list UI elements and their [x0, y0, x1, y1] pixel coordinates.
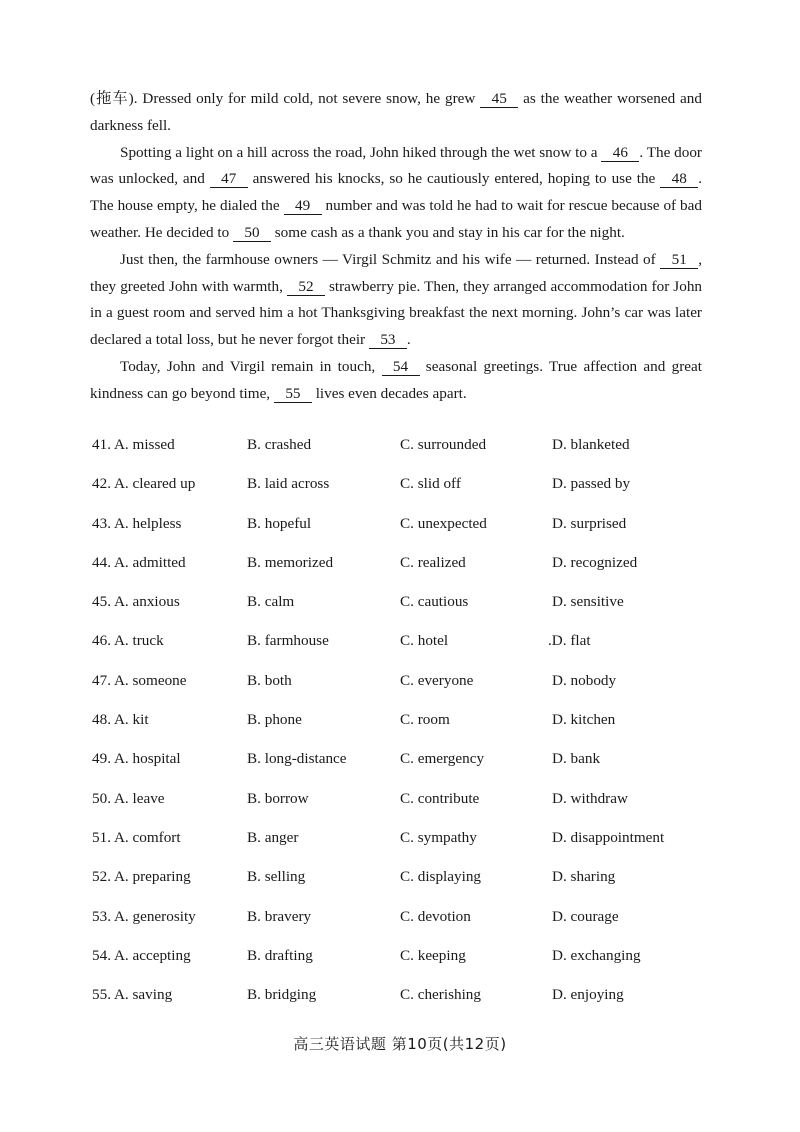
question-row-47 — [92, 672, 712, 711]
option-a: 42. A. cleared up — [92, 475, 196, 493]
passage-text: , they greeted John with warmth, — [90, 250, 702, 295]
question-row-49 — [92, 750, 712, 789]
blank-54: 54 — [382, 358, 420, 376]
passage-text: Just then, the farmhouse owners — Virgil Schmitz and his wife — returned. Instead of — [120, 250, 661, 268]
passage-text: some cash as a thank you and stay in his car for the night. — [270, 223, 625, 241]
question-row-45 — [92, 593, 712, 632]
blank-47: 47 — [210, 170, 248, 188]
passage-text: strawberry pie. Then, they arranged accommodation for John in a guest room and served him a hot Thanksgiving breakfast the next morning. John’s car was later declared a total loss, but he never forgot their — [90, 277, 703, 349]
option-c: C. slid off — [400, 475, 461, 493]
question-row-44 — [92, 554, 712, 593]
option-c: C. room — [400, 711, 450, 729]
option-d: D. surprised — [552, 514, 627, 532]
option-a: 47. A. someone — [92, 671, 187, 689]
option-a: 50. A. leave — [92, 789, 165, 807]
option-d: .D. flat — [548, 632, 591, 650]
passage-text: answered his knocks, so he cautiously entered, hoping to use the — [247, 170, 661, 188]
option-c: C. realized — [400, 553, 466, 571]
option-d: D. nobody — [552, 671, 617, 689]
blank-45: 45 — [480, 90, 518, 108]
blank-52: 52 — [287, 278, 325, 296]
question-row-43 — [92, 515, 712, 554]
option-b: B. hopeful — [247, 514, 312, 532]
option-b: B. memorized — [247, 553, 334, 571]
option-a: 48. A. kit — [92, 711, 149, 729]
blank-48: 48 — [660, 170, 698, 188]
passage-text: . — [406, 331, 411, 349]
passage-text: Spotting a light on a hill across the road, John hiked through the wet snow to a — [120, 143, 602, 161]
passage-text: seasonal greetings. True affection and great kindness can go beyond time, — [90, 357, 702, 402]
question-row-48 — [92, 711, 712, 750]
question-row-53 — [92, 908, 712, 947]
cloze-passage — [90, 86, 702, 408]
option-b: B. farmhouse — [247, 632, 329, 650]
option-c: C. cherishing — [400, 986, 481, 1004]
option-a: 52. A. preparing — [92, 868, 191, 886]
passage-text: Today, John and Virgil remain in touch, — [120, 357, 382, 375]
option-d: D. sharing — [552, 868, 616, 886]
blank-51: 51 — [660, 251, 698, 269]
option-b: B. drafting — [247, 946, 313, 964]
option-d: D. bank — [552, 750, 601, 768]
option-b: B. laid across — [247, 475, 330, 493]
option-a: 49. A. hospital — [92, 750, 181, 768]
option-b: B. bridging — [247, 986, 317, 1004]
option-d: D. enjoying — [552, 986, 624, 1004]
question-row-52 — [92, 868, 712, 907]
passage-text: lives even decades apart. — [311, 384, 467, 402]
option-c: C. emergency — [400, 750, 485, 768]
option-b: B. bravery — [247, 907, 312, 925]
option-d: D. sensitive — [552, 593, 624, 611]
option-a: 54. A. accepting — [92, 946, 191, 964]
option-c: C. hotel — [400, 632, 449, 650]
passage-paragraph-4 — [90, 354, 702, 408]
option-a: 53. A. generosity — [92, 907, 196, 925]
option-d: D. courage — [552, 907, 619, 925]
option-b: B. crashed — [247, 436, 312, 453]
option-d: D. blanketed — [552, 436, 630, 453]
option-b: B. borrow — [247, 789, 309, 807]
blank-49: 49 — [284, 197, 322, 215]
passage-text: . The house empty, he dialed the — [90, 170, 702, 215]
question-row-51 — [92, 829, 712, 868]
option-d: D. recognized — [552, 553, 638, 571]
option-a: 43. A. helpless — [92, 514, 182, 532]
option-a: 45. A. anxious — [92, 593, 180, 611]
option-d: D. kitchen — [552, 711, 616, 729]
option-a: 44. A. admitted — [92, 553, 186, 571]
question-row-54 — [92, 947, 712, 986]
option-b: B. phone — [247, 711, 302, 729]
option-c: C. devotion — [400, 907, 471, 925]
option-a: 51. A. comfort — [92, 828, 181, 846]
passage-text: . The door was unlocked, and — [90, 143, 702, 188]
option-b: B. selling — [247, 868, 306, 886]
passage-paragraph-1 — [90, 86, 702, 140]
blank-50: 50 — [233, 224, 271, 242]
passage-paragraph-3 — [90, 247, 702, 354]
option-a: 46. A. truck — [92, 632, 164, 650]
question-row-50 — [92, 790, 712, 829]
answer-options — [92, 436, 712, 1025]
option-c: C. surrounded — [400, 436, 487, 453]
option-c: C. sympathy — [400, 828, 477, 846]
option-c: C. cautious — [400, 593, 469, 611]
passage-text: as the weather worsened and darkness fell. — [90, 90, 702, 134]
option-d: D. disappointment — [552, 828, 665, 846]
question-row-42 — [92, 475, 712, 514]
question-row-55 — [92, 986, 712, 1025]
passage-text: (拖车). Dressed only for mild cold, not severe snow, he grew — [90, 90, 481, 107]
option-a: 55. A. saving — [92, 986, 173, 1004]
blank-46: 46 — [601, 144, 639, 162]
option-c: C. everyone — [400, 671, 474, 689]
question-row-46 — [92, 632, 712, 671]
blank-55: 55 — [274, 385, 312, 403]
page-footer: 高三英语试题 第10页(共12页) — [293, 1035, 507, 1053]
passage-text: number and was told he had to wait for rescue because of bad weather. He decided to — [90, 197, 702, 241]
option-b: B. calm — [247, 593, 295, 611]
option-b: B. long-distance — [247, 750, 347, 768]
blank-53: 53 — [369, 331, 407, 349]
option-a: 41. A. missed — [92, 436, 175, 453]
option-c: C. keeping — [400, 946, 466, 964]
question-row-41 — [92, 436, 712, 475]
option-d: D. passed by — [552, 475, 631, 493]
option-c: C. displaying — [400, 868, 482, 886]
option-d: D. exchanging — [552, 946, 641, 964]
option-b: B. anger — [247, 828, 299, 846]
option-c: C. unexpected — [400, 514, 487, 532]
option-d: D. withdraw — [552, 789, 628, 807]
option-b: B. both — [247, 671, 292, 689]
option-c: C. contribute — [400, 789, 480, 807]
passage-paragraph-2 — [90, 140, 702, 247]
